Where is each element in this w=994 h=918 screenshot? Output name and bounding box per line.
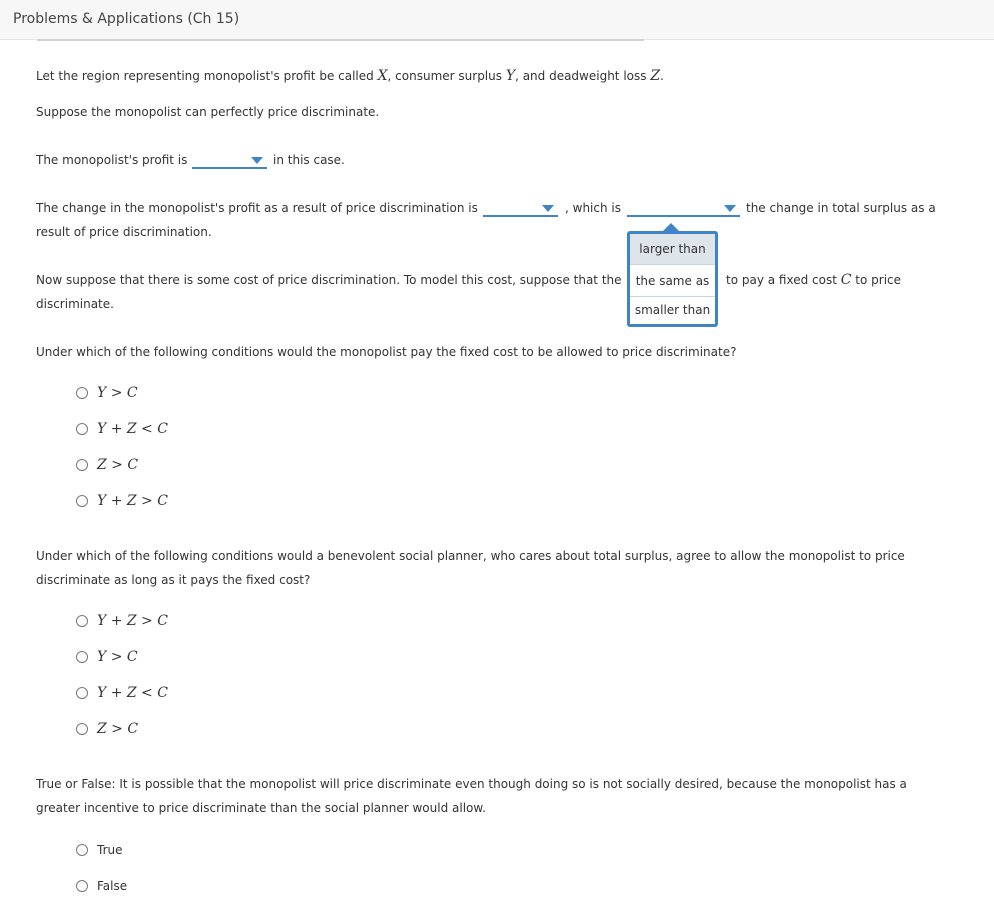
profit-dropdown[interactable] <box>192 155 267 169</box>
variable-x: X <box>377 68 388 84</box>
page-title: Problems & Applications (Ch 15) <box>13 11 240 27</box>
q3-context-text-after: to pay a fixed cost C to price <box>726 272 902 288</box>
chevron-down-icon <box>542 205 554 212</box>
comparison-dropdown-menu <box>627 231 718 327</box>
page-header <box>0 0 994 40</box>
false-radio[interactable] <box>76 880 88 892</box>
q3-option-1-radio[interactable] <box>76 387 88 399</box>
variable-z: Z <box>650 68 661 84</box>
q3-option-4-radio[interactable] <box>76 495 88 507</box>
q3-context-text: Now suppose that there is some cost of price discrimination. To model this cost, suppose that the <box>36 273 622 287</box>
intro-assumption: Suppose the monopolist can perfectly price discriminate. <box>36 105 380 119</box>
dropdown-menu-caret <box>663 223 679 231</box>
q3-option-1-label: Y > C <box>97 385 138 401</box>
q5-question-line1: True or False: It is possible that the monopolist will price discriminate even though doing so is not socially desired, because the monopolist has a <box>36 777 907 791</box>
chevron-down-icon <box>251 157 263 164</box>
option-larger-than[interactable]: larger than <box>630 234 715 264</box>
q3-option-2-radio[interactable] <box>76 423 88 435</box>
q4-option-4-radio[interactable] <box>76 723 88 735</box>
q2-text-after: the change in total surplus as a <box>746 201 936 215</box>
q2-text-middle: , which is <box>565 201 621 215</box>
q4-question-line1: Under which of the following conditions would a benevolent social planner, who cares about total surplus, agree to allow the monopolist to price <box>36 549 905 563</box>
q4-option-4-label: Z > C <box>97 721 139 737</box>
option-the-same-as[interactable]: the same as <box>635 274 710 288</box>
q3-option-3-radio[interactable] <box>76 459 88 471</box>
q5-question-line2: greater incentive to price discriminate than the social planner would allow. <box>36 801 486 815</box>
chevron-down-icon <box>724 205 736 212</box>
q4-option-2-label: Y > C <box>97 649 138 665</box>
variable-c: C <box>840 272 852 288</box>
true-label: True <box>97 843 123 857</box>
q1-text-before: The monopolist's profit is <box>36 153 188 167</box>
profit-change-dropdown[interactable] <box>483 203 558 217</box>
q3-option-2-label: Y + Z < C <box>97 421 168 437</box>
q2-text-before: The change in the monopolist's profit as a result of price discrimination is <box>36 201 478 215</box>
q4-option-1-label: Y + Z > C <box>97 613 168 629</box>
q4-question-line2: discriminate as long as it pays the fixed cost? <box>36 573 311 587</box>
q3-option-4-label: Y + Z > C <box>97 493 168 509</box>
header-divider <box>37 39 644 41</box>
q3-context-line2: discriminate. <box>36 297 114 311</box>
q2-text-line2: result of price discrimination. <box>36 225 212 239</box>
false-label: False <box>97 879 128 893</box>
true-radio[interactable] <box>76 844 88 856</box>
variable-y: Y <box>505 68 516 84</box>
comparison-dropdown[interactable] <box>627 203 740 217</box>
q4-option-3-label: Y + Z < C <box>97 685 168 701</box>
q1-text-after: in this case. <box>273 153 345 167</box>
q4-option-3-radio[interactable] <box>76 687 88 699</box>
q3-option-3-label: Z > C <box>97 457 139 473</box>
option-smaller-than[interactable]: smaller than <box>634 303 711 317</box>
intro-paragraph: Let the region representing monopolist's profit be called X, consumer surplus Y, and deadweight loss Z. <box>36 68 664 84</box>
q4-option-1-radio[interactable] <box>76 615 88 627</box>
q3-question: Under which of the following conditions would the monopolist pay the fixed cost to be allowed to price discriminate? <box>36 345 737 359</box>
q4-option-2-radio[interactable] <box>76 651 88 663</box>
